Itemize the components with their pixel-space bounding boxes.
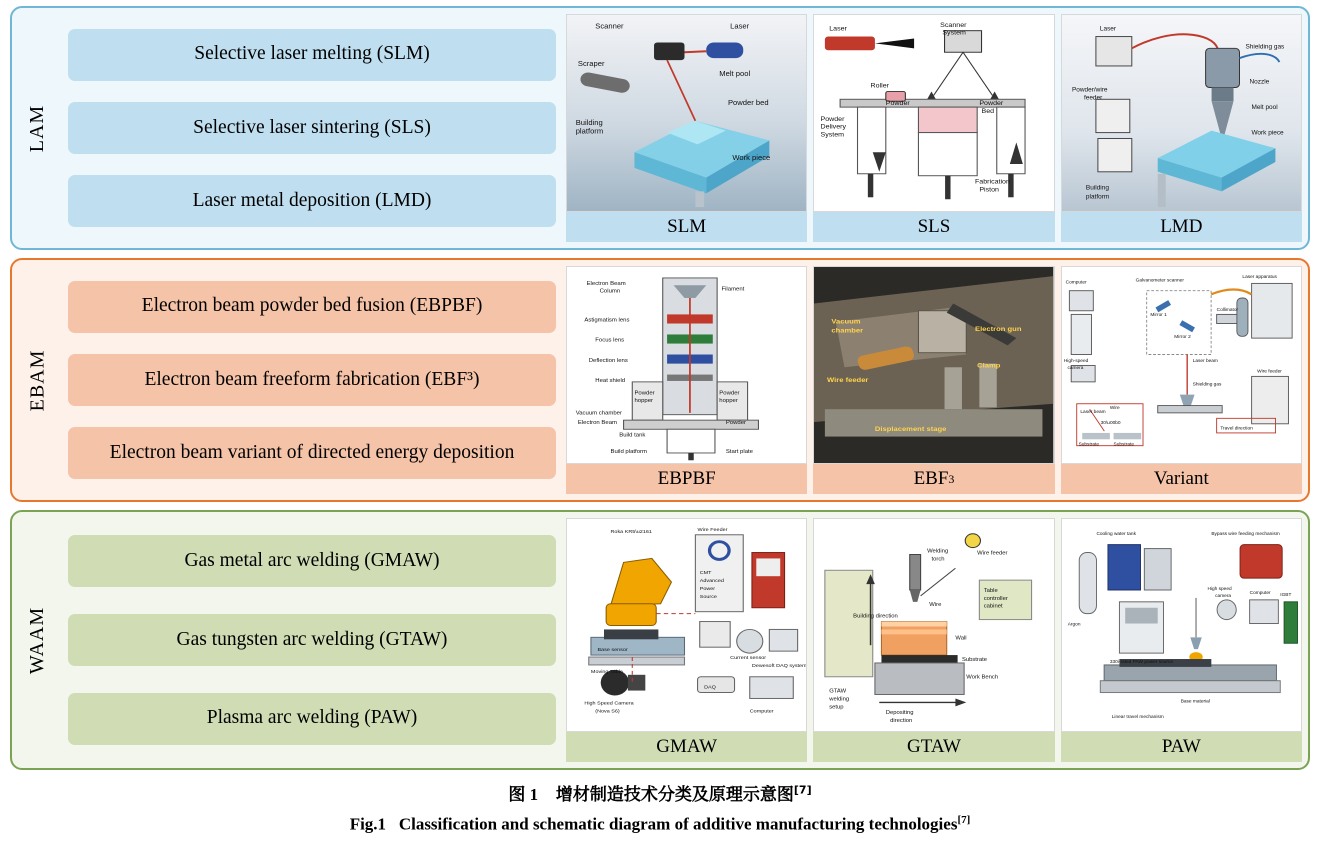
- figure-caption-chinese: [0, 780, 1320, 805]
- group-label-waam: [12, 512, 64, 768]
- caption-ebpbf: EBPBF: [566, 464, 807, 494]
- svg-text:Scanner: Scanner: [940, 22, 967, 29]
- row-gtaw: Gas tungsten arc welding (GTAW): [68, 614, 556, 666]
- svg-text:Moving Table: Moving Table: [590, 669, 623, 675]
- svg-text:GTAW: GTAW: [829, 688, 847, 695]
- svg-text:Bed: Bed: [981, 108, 995, 115]
- group-label-text: WAAM: [26, 606, 49, 674]
- panel-lmd: [1061, 14, 1302, 242]
- svg-text:Building direction: Building direction: [853, 613, 899, 620]
- group-label-text: EBAM: [26, 349, 49, 411]
- svg-text:Shielding gas: Shielding gas: [1192, 382, 1222, 388]
- svg-text:Computer: Computer: [1249, 590, 1271, 596]
- group-ebam-panels: [564, 260, 1308, 500]
- svg-text:Scanner: Scanner: [595, 22, 624, 31]
- row-slm: Selective laser melting (SLM): [68, 29, 556, 81]
- svg-text:Melt pool: Melt pool: [719, 69, 751, 78]
- svg-text:Travel direction: Travel direction: [1219, 426, 1253, 432]
- svg-text:30\u00b0: 30\u00b0: [1100, 420, 1121, 426]
- svg-text:Wire feeder: Wire feeder: [977, 550, 1008, 557]
- figure-number-cn: 图 1: [508, 785, 539, 804]
- svg-text:330i-rated PAW power source: 330i-rated PAW power source: [1109, 659, 1173, 665]
- svg-text:Computer: Computer: [749, 708, 774, 715]
- row-sls: Selective laser sintering (SLS): [68, 102, 556, 154]
- svg-text:Wire: Wire: [1109, 406, 1120, 412]
- figure-caption-cn-text: 增材制造技术分类及原理示意图: [555, 785, 794, 805]
- svg-text:Wire: Wire: [929, 601, 942, 608]
- figure-variant: [1061, 266, 1302, 464]
- svg-text:Laser: Laser: [829, 25, 848, 33]
- svg-text:High Speed Camera: High Speed Camera: [584, 700, 634, 707]
- svg-text:Roller: Roller: [870, 82, 890, 90]
- svg-text:Start plate: Start plate: [725, 449, 754, 455]
- svg-text:Shielding gas: Shielding gas: [1245, 43, 1284, 51]
- caption-variant: Variant: [1061, 464, 1302, 494]
- caption-slm: SLM: [566, 212, 807, 242]
- svg-text:IGBT: IGBT: [1279, 592, 1292, 598]
- gtaw-sketch: [814, 519, 1053, 731]
- svg-text:Electron Beam: Electron Beam: [586, 281, 626, 288]
- svg-text:Welding: Welding: [927, 548, 949, 555]
- svg-text:CMT: CMT: [699, 570, 712, 577]
- caption-lmd: LMD: [1061, 212, 1302, 242]
- svg-text:feeder: feeder: [1083, 94, 1102, 102]
- paw-sketch: [1062, 519, 1301, 731]
- caption-paw: PAW: [1061, 732, 1302, 762]
- svg-text:Powder: Powder: [820, 116, 845, 123]
- group-label-text: LAM: [26, 104, 49, 152]
- svg-text:Electron Beam: Electron Beam: [577, 420, 617, 426]
- svg-text:Current sensor: Current sensor: [730, 655, 767, 661]
- svg-text:Galvanometer scanner: Galvanometer scanner: [1135, 278, 1184, 284]
- svg-text:Work Bench: Work Bench: [966, 674, 999, 681]
- panel-paw: [1061, 518, 1302, 762]
- panel-variant: [1061, 266, 1302, 494]
- svg-text:Build tank: Build tank: [619, 432, 646, 439]
- svg-text:Laser beam: Laser beam: [1080, 409, 1106, 415]
- svg-text:Powder: Powder: [719, 390, 740, 397]
- svg-text:Piston: Piston: [979, 186, 1000, 194]
- row-paw: Plasma arc welding (PAW): [68, 693, 556, 745]
- svg-text:Work piece: Work piece: [732, 153, 771, 162]
- variant-sketch: [1062, 267, 1301, 463]
- svg-text:Vacuum chamber: Vacuum chamber: [575, 411, 622, 417]
- figure-lmd: [1061, 14, 1302, 212]
- caption-sls: SLS: [813, 212, 1054, 242]
- svg-text:Depositing: Depositing: [886, 710, 914, 717]
- svg-text:Work piece: Work piece: [1251, 129, 1284, 137]
- svg-text:Substrate: Substrate: [962, 657, 988, 663]
- panel-gtaw: [813, 518, 1054, 762]
- group-label-lam: [12, 8, 64, 248]
- svg-text:Delivery: Delivery: [820, 123, 847, 131]
- svg-text:Linear travel mechanism: Linear travel mechanism: [1111, 715, 1164, 721]
- panel-sls: [813, 14, 1054, 242]
- svg-text:High-speed: High-speed: [1063, 358, 1088, 364]
- group-waam-rows: [64, 512, 564, 768]
- group-ebam: [10, 258, 1310, 502]
- svg-text:setup: setup: [829, 704, 844, 711]
- svg-text:Astigmatism lens: Astigmatism lens: [584, 318, 630, 324]
- svg-text:Powder: Powder: [886, 100, 911, 108]
- svg-text:Cooling water tank: Cooling water tank: [1096, 531, 1136, 537]
- row-eb-variant: Electron beam variant of directed energy deposition: [68, 427, 556, 479]
- caption-gtaw: GTAW: [813, 732, 1054, 762]
- figure-caption: [0, 780, 1320, 835]
- panel-gmaw: [566, 518, 807, 762]
- svg-text:Base sensor: Base sensor: [597, 647, 628, 654]
- caption-gmaw: GMAW: [566, 732, 807, 762]
- svg-text:DAQ: DAQ: [704, 684, 716, 691]
- svg-text:Wire feeder: Wire feeder: [827, 377, 869, 384]
- svg-text:Powder/wire: Powder/wire: [1071, 86, 1108, 94]
- svg-text:System: System: [820, 131, 845, 139]
- svg-text:direction: direction: [890, 718, 913, 725]
- gmaw-sketch: [567, 519, 806, 731]
- row-ebf3: Electron beam freeform fabrication (EBF³): [68, 354, 556, 406]
- group-lam: [10, 6, 1310, 250]
- svg-text:Wall: Wall: [955, 635, 967, 642]
- svg-text:Laser beam: Laser beam: [1192, 358, 1218, 364]
- svg-text:Substrate: Substrate: [1113, 442, 1134, 448]
- svg-text:Mirror 1: Mirror 1: [1150, 313, 1167, 319]
- slm-sketch: [567, 15, 806, 211]
- svg-text:Deflection lens: Deflection lens: [588, 358, 628, 364]
- svg-text:Clamp: Clamp: [977, 362, 1001, 370]
- svg-text:hopper: hopper: [719, 398, 738, 404]
- svg-text:camera: camera: [1067, 366, 1084, 372]
- figure-ebf3: [813, 266, 1054, 464]
- group-waam: [10, 510, 1310, 770]
- svg-text:Collimator: Collimator: [1216, 307, 1238, 313]
- svg-text:Laser apparatus: Laser apparatus: [1242, 274, 1277, 280]
- figure-gtaw: [813, 518, 1054, 732]
- svg-text:Nozzle: Nozzle: [1249, 78, 1269, 86]
- svg-text:Scraper: Scraper: [577, 59, 605, 68]
- svg-text:Wire feeder: Wire feeder: [1256, 369, 1282, 375]
- svg-text:torch: torch: [931, 556, 945, 563]
- svg-text:Substrate: Substrate: [1078, 442, 1099, 448]
- svg-text:Source: Source: [699, 594, 717, 600]
- svg-text:Column: Column: [599, 288, 621, 295]
- figure-paw: [1061, 518, 1302, 732]
- panel-slm: [566, 14, 807, 242]
- svg-text:Building: Building: [1085, 184, 1109, 192]
- figure-caption-cn-ref: [7]: [793, 783, 812, 797]
- group-lam-panels: [564, 8, 1308, 248]
- svg-text:(Nova S6): (Nova S6): [595, 708, 620, 715]
- svg-text:Build platform: Build platform: [610, 449, 647, 455]
- group-waam-panels: [564, 512, 1308, 768]
- svg-text:Focus lens: Focus lens: [595, 338, 625, 344]
- svg-text:Powder: Powder: [979, 100, 1004, 108]
- ebf3-sketch: [814, 267, 1053, 463]
- figure-ebpbf: [566, 266, 807, 464]
- svg-text:platform: platform: [575, 126, 604, 136]
- svg-text:Filament: Filament: [721, 287, 745, 293]
- group-ebam-rows: [64, 260, 564, 500]
- figure-number-en: Fig.1: [349, 814, 387, 834]
- figure-gmaw: [566, 518, 807, 732]
- panel-ebpbf: [566, 266, 807, 494]
- svg-text:camera: camera: [1214, 593, 1231, 599]
- svg-text:Dewesoft DAQ system: Dewesoft DAQ system: [751, 663, 807, 669]
- svg-text:Table: Table: [984, 588, 999, 594]
- figure-sls: [813, 14, 1054, 212]
- svg-text:Powder: Powder: [634, 390, 655, 397]
- svg-text:Base material: Base material: [1180, 699, 1210, 705]
- caption-ebf3: EBF 3: [813, 464, 1054, 494]
- svg-text:System: System: [942, 29, 967, 37]
- figure-caption-en-ref: [7]: [957, 814, 971, 826]
- ebpbf-sketch: [567, 267, 806, 463]
- svg-text:Vacuum: Vacuum: [831, 318, 861, 326]
- svg-text:Powder: Powder: [725, 420, 747, 426]
- svg-text:Wire Feeder: Wire Feeder: [697, 527, 728, 533]
- svg-text:Mirror 2: Mirror 2: [1173, 335, 1191, 341]
- svg-text:Roka KR5\u2161: Roka KR5\u2161: [610, 529, 652, 535]
- group-label-ebam: [12, 260, 64, 500]
- sls-sketch: [814, 15, 1053, 211]
- figure-caption-english: [0, 814, 1320, 835]
- svg-text:Melt pool: Melt pool: [1251, 104, 1278, 112]
- svg-text:Argon: Argon: [1067, 622, 1081, 628]
- svg-text:Power: Power: [699, 586, 716, 592]
- row-ebpbf: Electron beam powder bed fusion (EBPBF): [68, 281, 556, 333]
- svg-text:Computer: Computer: [1065, 280, 1087, 286]
- svg-text:Electron gun: Electron gun: [975, 326, 1022, 333]
- svg-text:Fabrication: Fabrication: [975, 178, 1011, 186]
- svg-text:Bypass wire feeding mechanism: Bypass wire feeding mechanism: [1210, 531, 1280, 537]
- group-lam-rows: [64, 8, 564, 248]
- row-gmaw: Gas metal arc welding (GMAW): [68, 535, 556, 587]
- figure-slm: [566, 14, 807, 212]
- lmd-sketch: [1062, 15, 1301, 211]
- svg-text:welding: welding: [829, 696, 850, 703]
- panel-ebf3: [813, 266, 1054, 494]
- svg-text:Powder bed: Powder bed: [728, 98, 769, 108]
- svg-text:cabinet: cabinet: [984, 603, 1003, 610]
- svg-text:Building: Building: [575, 118, 603, 127]
- svg-text:chamber: chamber: [831, 328, 864, 335]
- svg-text:controller: controller: [984, 596, 1009, 602]
- svg-text:Heat shield: Heat shield: [595, 378, 626, 384]
- svg-text:Laser: Laser: [730, 22, 750, 31]
- svg-text:High speed: High speed: [1207, 586, 1232, 593]
- figure-caption-en-text: Classification and schematic diagram of additive manufacturing technologies: [398, 814, 958, 834]
- svg-text:Displacement stage: Displacement stage: [875, 426, 947, 433]
- svg-text:Advanced: Advanced: [699, 578, 724, 585]
- svg-text:Laser: Laser: [1099, 25, 1116, 33]
- svg-text:platform: platform: [1085, 193, 1109, 201]
- svg-text:hopper: hopper: [634, 398, 654, 404]
- row-lmd: Laser metal deposition (LMD): [68, 175, 556, 227]
